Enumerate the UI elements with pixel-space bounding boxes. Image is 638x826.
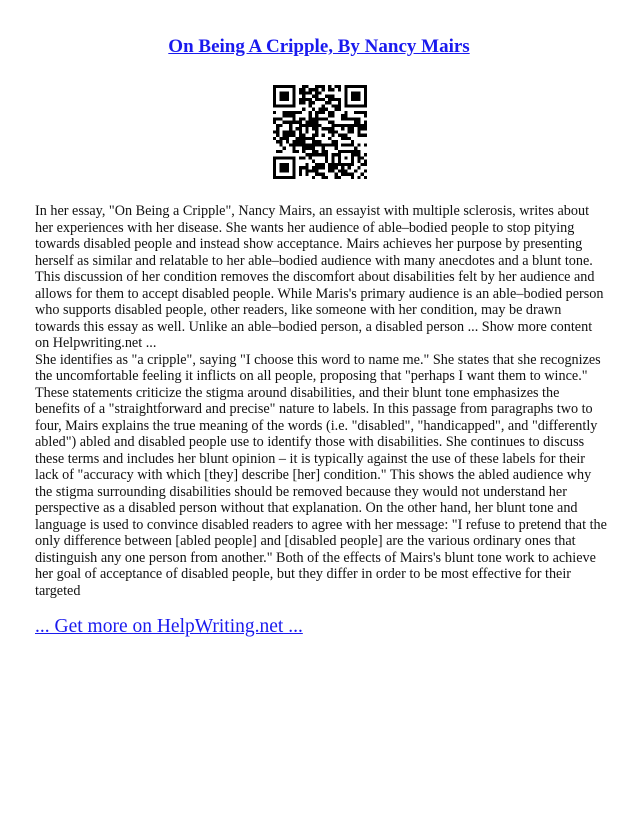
qr-code-icon [273,85,367,179]
essay-paragraph-2: She identifies as "a cripple", saying "I choose this word to name me." She states that she recognizes the uncomfortable feeling it inflicts on all people, proposing that "perhaps I want them to wince." These statements criticize the stigma around disabilities, and their blunt tone emphasizes the benefits of a "straightforward and precise" nature to labels. In this passage from paragraphs two to four, Mairs explains the true meaning of the words (i.e. "disabled", "handicapped", and "differently abled") abled and disabled people use to identify those with disabilities. She continues to discuss these terms and includes her blunt opinion – it is typically against the use of these labels for their lack of "accuracy with which [they] describe [her] condition." This shows the abled audience why the stigma surrounding disabilities should be removed because they would not understand her perspective as a disabled person without that explanation. On the other hand, her blunt tone and language is used to convince disabled readers to agree with her message: "I refuse to pretend that the only difference between [abled people] and [disabled people] are the various ordinary ones that distinguish any one person from another." Both of the effects of Mairs's blunt tone work to achieve her goal of acceptance of disabled people, but they differ in order to be most effective for their targeted [35,351,607,599]
essay-paragraph-1: In her essay, "On Being a Cripple", Nancy Mairs, an essayist with multiple sclerosis, writes about her experiences with her disease. She wants her audience of able–bodied people to stop pitying towards disabled people and instead show acceptance. Mairs achieves her purpose by presenting herself as similar and relatable to her able–bodied audience with many anecdotes and a blunt tone. This discussion of her condition removes the discomfort about disabilities felt by her audience and allows for them to accept disabled people. While Maris's primary audience is an able–bodied person who supports disabled people, other readers, like someone with her condition, may be drawn towards this essay as well. Unlike an able–bodied person, a disabled person ... Show more content on Helpwriting.net ... [35,203,604,351]
document-title-link[interactable]: On Being A Cripple, By Nancy Mairs [168,36,470,57]
get-more-link[interactable]: ... Get more on HelpWriting.net ... [35,616,303,637]
essay-body [35,203,607,599]
